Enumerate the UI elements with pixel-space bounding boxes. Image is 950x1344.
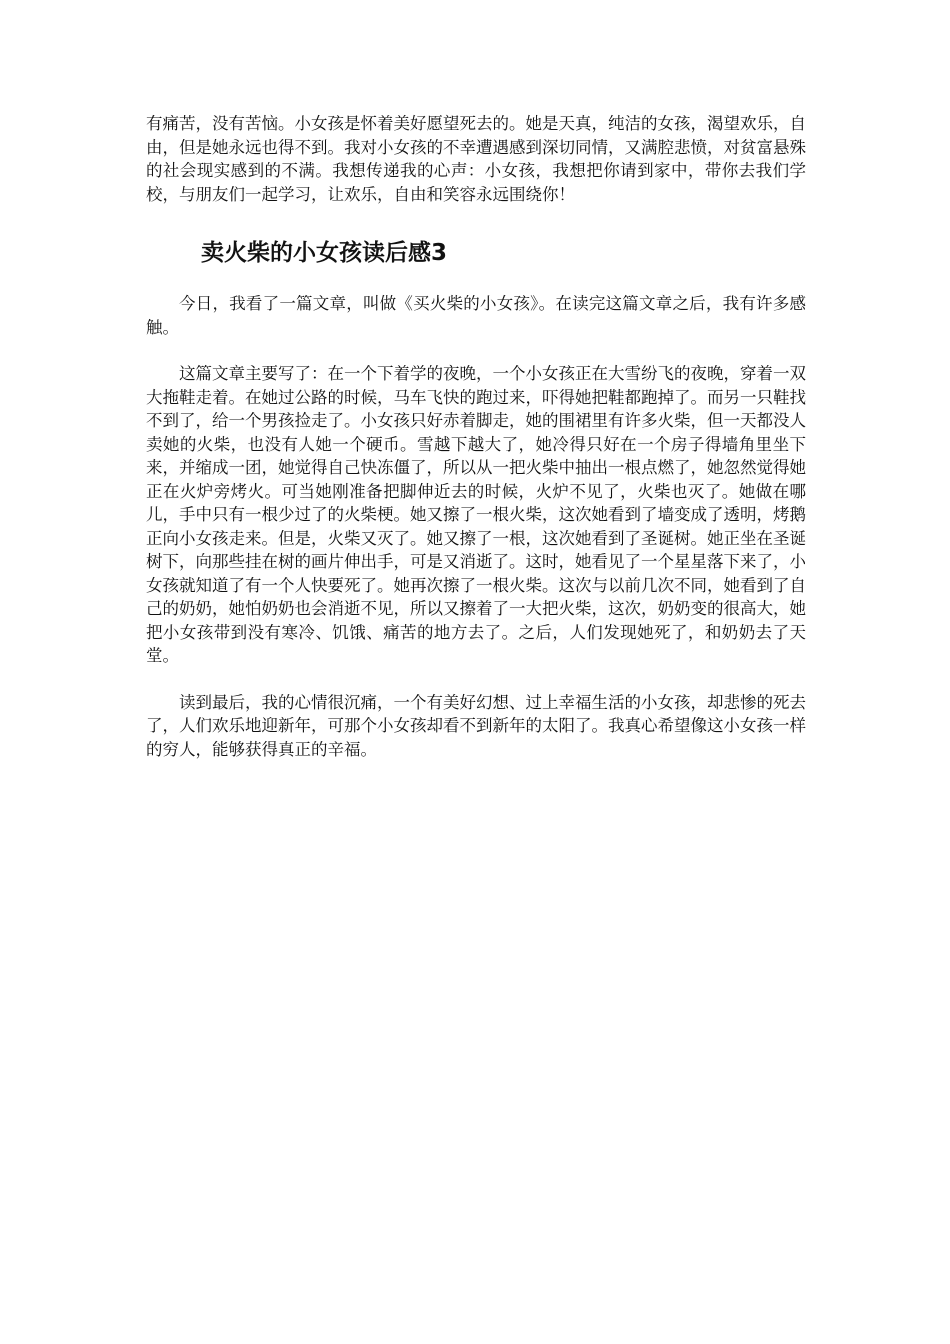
- document-body: [146, 112, 806, 761]
- intro-paragraph: 有痛苦，没有苦恼。小女孩是怀着美好愿望死去的。她是天真，纯洁的女孩，渴望欢乐，自由，但是她永远也得不到。我对小女孩的不幸遭遇感到深切同情，又满腔悲愤，对贫富悬殊的社会现实感到的不满。我想传递我的心声：小女孩，我想把你请到家中，带你去我们学校，与朋友们一起学习，让欢乐，自由和笑容永远围绕你！: [146, 114, 806, 204]
- paragraph-1: 今日，我看了一篇文章，叫做《买火柴的小女孩》。在读完这篇文章之后，我有许多感触。: [146, 294, 806, 337]
- paragraph-3: 读到最后，我的心情很沉痛，一个有美好幻想、过上幸福生活的小女孩，却悲惨的死去了，人们欢乐地迎新年，可那个小女孩却看不到新年的太阳了。我真心希望像这小女孩一样的穷人，能够获得真正的辛福。: [146, 692, 806, 759]
- paragraph-2: 这篇文章主要写了：在一个下着学的夜晚，一个小女孩正在大雪纷飞的夜晚，穿着一双大拖鞋走着。在她过公路的时候，马车飞快的跑过来，吓得她把鞋都跑掉了。而另一只鞋找不到了，给一个男孩捡走了。小女孩只好赤着脚走，她的围裙里有许多火柴，但一天都没人卖她的火柴，也没有人她一个硬币。雪越下越大了，她冷得只好在一个房子得墙角里坐下来，并缩成一团，她觉得自己快冻僵了，所以从一把火柴中抽出一根点燃了，她忽然觉得她正在火炉旁烤火。可当她刚准备把脚伸近去的时候，火炉不见了，火柴也灭了。她做在哪儿，手中只有一根少过了的火柴梗。她又擦了一根火柴，这次她看到了墙变成了透明，烤鹅正向小女孩走来。但是，火柴又灭了。她又擦了一根，这次她看到了圣诞树。她正坐在圣诞树下，向那些挂在树的画片伸出手，可是又消逝了。这时，她看见了一个星星落下来了，小女孩就知道了有一个人快要死了。她再次擦了一根火柴。这次与以前几次不同，她看到了自己的奶奶，她怕奶奶也会消逝不见，所以又擦着了一大把火柴，这次，奶奶变的很高大，她把小女孩带到没有寒冷、饥饿、痛苦的地方去了。之后，人们发现她死了，和奶奶去了天堂。: [146, 364, 806, 665]
- section-title: 卖火柴的小女孩读后感3: [201, 240, 448, 266]
